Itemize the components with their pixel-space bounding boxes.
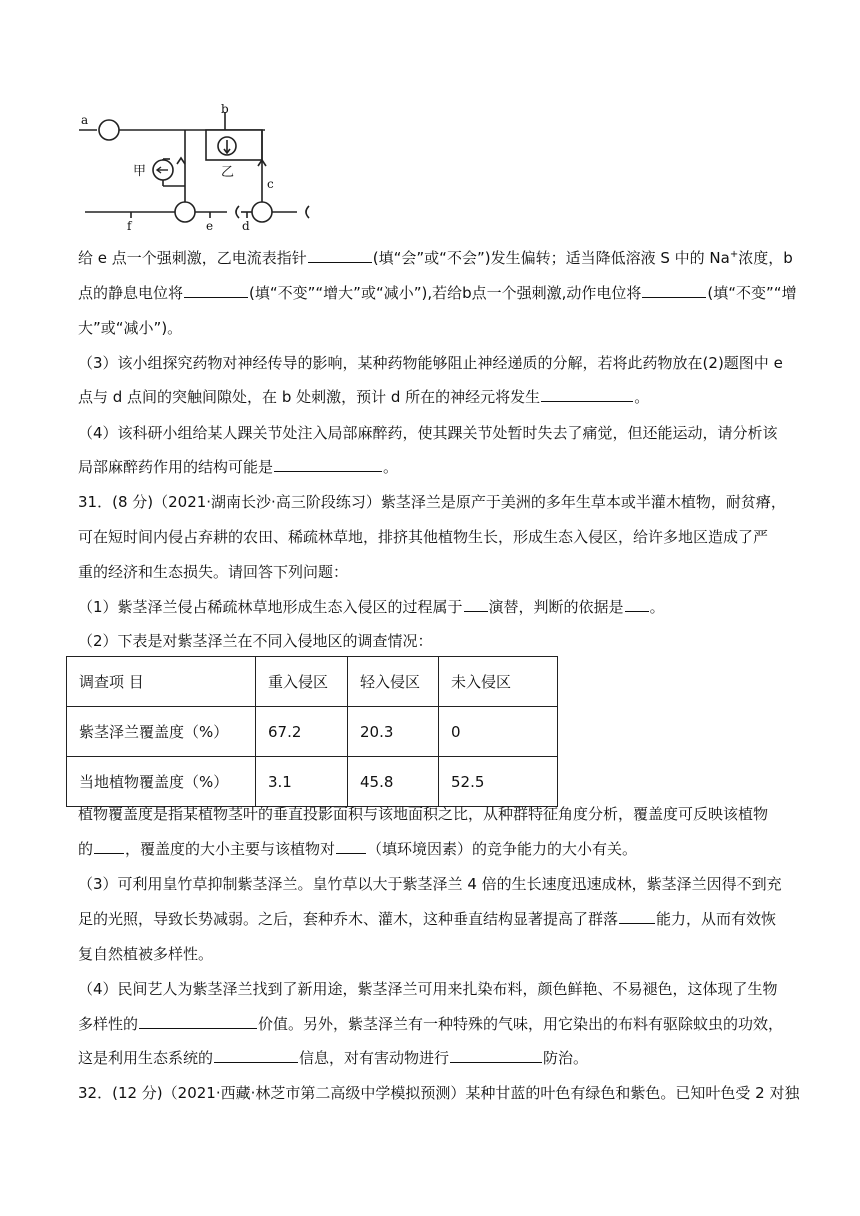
q30-line3: 大”或“减小”)。 [78, 319, 183, 337]
label-f: f [127, 219, 132, 233]
label-jia: 甲 [133, 164, 147, 179]
table-cell: 紫茎泽兰覆盖度（%） [67, 707, 256, 757]
answer-blank[interactable] [214, 1047, 298, 1063]
table-header-cell: 未入侵区 [439, 657, 558, 707]
answer-blank[interactable] [184, 282, 248, 298]
nerve-circuit-diagram [75, 104, 315, 234]
q30-part4-line1: （4）该科研小组给某人踝关节处注入局部麻醉药，使其踝关节处暂时失去了痛觉，但还能运动，请分析该 [78, 424, 778, 442]
q32-header-line1: 32．(12 分)（2021·西藏·林芝市第二高级中学模拟预测）某种甘蓝的叶色有绿色和紫色。已知叶色受 2 对独 [78, 1084, 800, 1102]
q31-part4-line1: （4）民间艺人为紫茎泽兰找到了新用途，紫茎泽兰可用来扎染布料，颜色鲜艳、不易褪色，这体现了生物 [78, 980, 778, 998]
q31-part3-line2: 足的光照，导致长势减弱。之后，套种乔木、灌木，这种垂直结构显著提高了群落 能力，从而有效恢 [78, 910, 777, 928]
survey-table [66, 656, 558, 807]
answer-blank[interactable] [541, 386, 633, 402]
table-header-cell: 轻入侵区 [348, 657, 439, 707]
answer-blank[interactable] [642, 282, 706, 298]
q30-line2: 点的静息电位将 (填“不变”“增大”或“减小”),若给b点一个强刺激,动作电位将 (填“不变”“增 [78, 284, 797, 302]
q31-after-table-line2: 的 ，覆盖度的大小主要与该植物对 （填环境因素）的竞争能力的大小有关。 [78, 840, 638, 858]
table-cell: 3.1 [256, 757, 348, 807]
q31-part3-line1: （3）可利用皇竹草抑制紫茎泽兰。皇竹草以大于紫茎泽兰 4 倍的生长速度迅速成林，紫茎泽兰因得不到充 [78, 875, 782, 893]
label-a: a [81, 113, 89, 127]
table-cell: 20.3 [348, 707, 439, 757]
label-e: e [206, 219, 214, 233]
q30-line1: 给 e 点一个强刺激，乙电流表指针 (填“会”或“不会”)发生偏转；适当降低溶液 S 中的 Na+浓度，b [78, 249, 793, 267]
answer-blank[interactable] [274, 456, 382, 472]
table-cell: 0 [439, 707, 558, 757]
q30-part3-line1: （3）该小组探究药物对神经传导的影响，某种药物能够阻止神经递质的分解，若将此药物放在(2)题图中 e [78, 354, 783, 372]
table-row [67, 757, 558, 807]
q30-part4-line2: 局部麻醉药作用的结构可能是 。 [78, 458, 399, 476]
table-cell: 当地植物覆盖度（%） [67, 757, 256, 807]
answer-blank[interactable] [139, 1013, 257, 1029]
table-cell: 45.8 [348, 757, 439, 807]
label-d: d [242, 219, 250, 233]
q30-part3-line2: 点与 d 点间的突触间隙处，在 b 处刺激，预计 d 所在的神经元将发生 。 [78, 388, 650, 406]
answer-blank[interactable] [619, 908, 655, 924]
q31-header-line2: 可在短时间内侵占弃耕的农田、稀疏林草地，排挤其他植物生长，形成生态入侵区，给许多地区造成了严 [78, 528, 769, 546]
q31-header-line1: 31．(8 分)（2021·湖南长沙·高三阶段练习）紫茎泽兰是原产于美洲的多年生草本或半灌木植物，耐贫瘠， [78, 493, 786, 511]
answer-blank[interactable] [336, 838, 366, 854]
label-b: b [221, 104, 229, 116]
q31-part4-line2: 多样性的 价值。另外，紫茎泽兰有一种特殊的气味，用它染出的布料有驱除蚊虫的功效， [78, 1015, 784, 1033]
table-cell: 67.2 [256, 707, 348, 757]
q31-part1: （1）紫茎泽兰侵占稀疏林草地形成生态入侵区的过程属于 演替，判断的依据是 。 [78, 598, 665, 616]
answer-blank[interactable] [450, 1047, 542, 1063]
q31-header-line3: 重的经济和生态损失。请回答下列问题： [78, 563, 349, 581]
q31-part2: （2）下表是对紫茎泽兰在不同入侵地区的调查情况： [78, 632, 433, 650]
q31-part3-line3: 复自然植被多样性。 [78, 945, 214, 963]
table-cell: 52.5 [439, 757, 558, 807]
q31-after-table-line1: 植物覆盖度是指某植物茎叶的垂直投影面积与该地面积之比，从种群特征角度分析，覆盖度可反映该植物 [78, 805, 769, 823]
answer-blank[interactable] [625, 596, 649, 612]
table-row [67, 707, 558, 757]
answer-blank[interactable] [94, 838, 124, 854]
label-c: c [267, 177, 274, 191]
table-header-cell: 重入侵区 [256, 657, 348, 707]
answer-blank[interactable] [308, 247, 372, 263]
table-header-row [67, 657, 558, 707]
answer-blank[interactable] [464, 596, 488, 612]
table-header-cell: 调查项 目 [67, 657, 256, 707]
q31-part4-line3: 这是利用生态系统的 信息，对有害动物进行 防治。 [78, 1049, 589, 1067]
label-yi: 乙 [221, 165, 235, 180]
